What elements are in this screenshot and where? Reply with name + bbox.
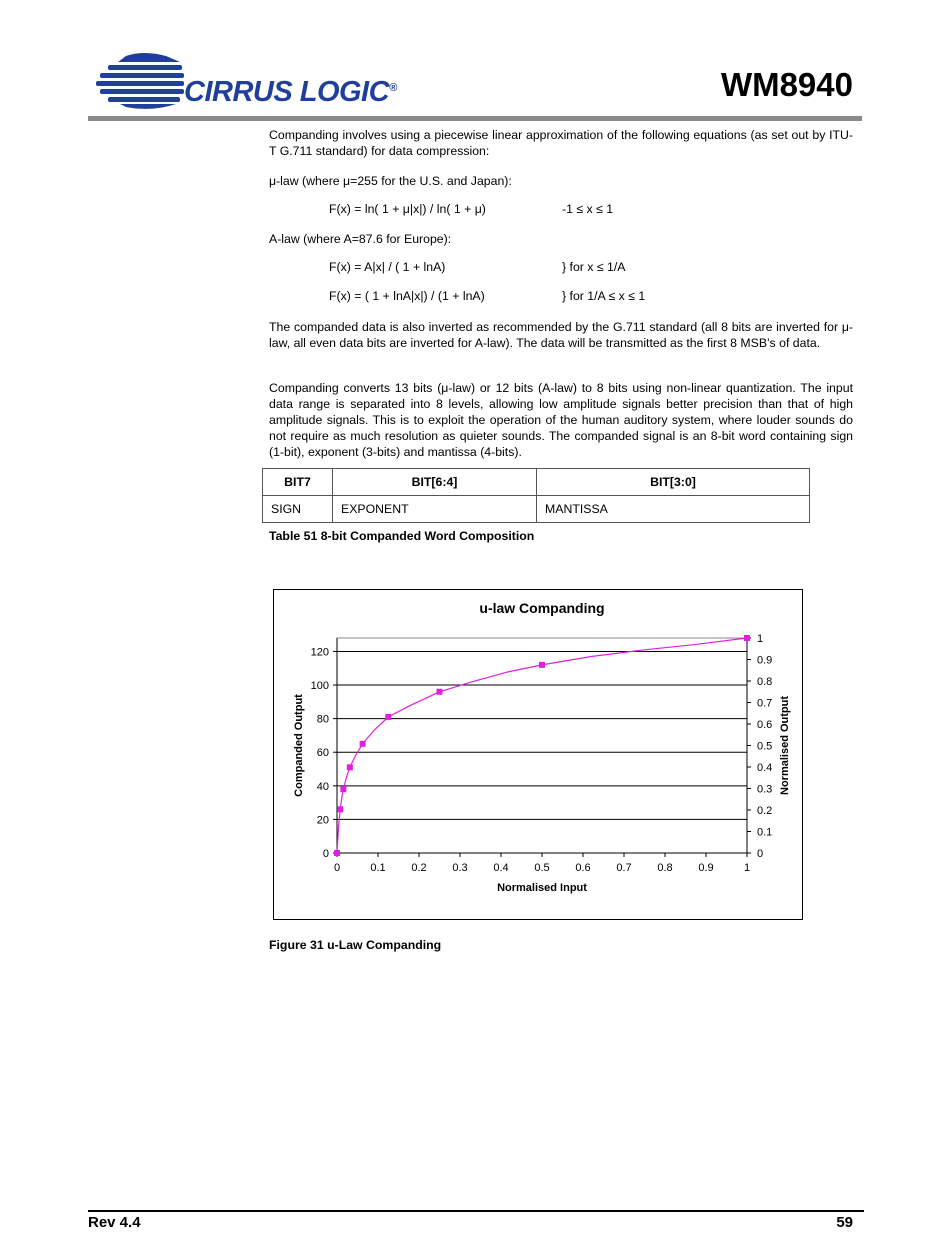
table-header-cell: BIT7 xyxy=(263,469,333,496)
x-tick-label: 0 xyxy=(333,862,341,874)
y-tick-label: 40 xyxy=(316,780,329,793)
alaw-range-2: } for 1/A ≤ x ≤ 1 xyxy=(562,289,646,303)
y-tick-label: 80 xyxy=(316,713,329,726)
y2-tick-label: 1 xyxy=(757,633,764,645)
table-header-cell: BIT[3:0] xyxy=(537,469,810,496)
part-number: WM8940 xyxy=(720,66,853,103)
x-tick-label: 0.7 xyxy=(616,862,632,874)
data-point xyxy=(437,689,443,695)
y-axis-label: Companded Output xyxy=(293,694,305,797)
y2-axis-label: Normalised Output xyxy=(779,695,791,796)
x-tick-label: 0.8 xyxy=(657,862,673,874)
x-tick-label: 0.5 xyxy=(534,862,550,874)
y-tick-label: 120 xyxy=(310,646,329,659)
figure-caption: Figure 31 u-Law Companding xyxy=(269,938,442,952)
header-divider xyxy=(88,116,862,121)
x-tick-label: 0.9 xyxy=(698,862,714,874)
footer-divider xyxy=(88,1210,864,1212)
revision-label: Rev 4.4 xyxy=(88,1214,141,1231)
x-tick-label: 1 xyxy=(743,862,751,874)
y2-tick-label: 0.1 xyxy=(757,826,773,839)
mulaw-range: -1 ≤ x ≤ 1 xyxy=(562,202,614,216)
table-cell: SIGN xyxy=(263,496,333,523)
alaw-equation-1: F(x) = A|x| / ( 1 + lnA) xyxy=(329,260,446,274)
y-tick-label: 20 xyxy=(316,814,329,827)
data-point xyxy=(334,850,340,856)
ulaw-chart xyxy=(274,590,802,919)
alaw-range-1: } for x ≤ 1/A xyxy=(562,260,626,274)
inverted-paragraph: The companded data is also inverted as recommended by the G.711 standard (all 8 bits are inverted for μ-law, all even data bits are inverted for A-law). The data will be transmitted as the first 8 MSB’s of data. xyxy=(269,320,853,350)
y2-tick-label: 0.3 xyxy=(757,783,773,796)
chart-frame xyxy=(273,589,803,920)
mulaw-equation: F(x) = ln( 1 + μ|x|) / ln( 1 + μ) xyxy=(329,202,486,216)
y-tick-label: 0 xyxy=(322,848,329,860)
y2-tick-label: 0 xyxy=(757,848,764,860)
y2-tick-label: 0.2 xyxy=(757,805,773,817)
chart-title: u-law Companding xyxy=(479,600,605,616)
logo-wordmark: CIRRUS LOGIC® xyxy=(184,76,397,108)
companded-word-table xyxy=(262,468,810,523)
x-tick-label: 0.1 xyxy=(370,862,386,874)
table-header-cell: BIT[6:4] xyxy=(333,469,537,496)
y2-tick-label: 0.9 xyxy=(757,654,773,667)
alaw-equation-2: F(x) = ( 1 + lnA|x|) / (1 + lnA) xyxy=(329,289,485,303)
data-point xyxy=(360,741,366,747)
page-number: 59 xyxy=(836,1214,853,1231)
table-cell: MANTISSA xyxy=(537,496,810,523)
data-point xyxy=(744,635,750,641)
x-tick-label: 0.3 xyxy=(452,862,468,874)
intro-paragraph: Companding involves using a piecewise linear approximation of the following equations (as set out by ITU-T G.711 standard) for data compression: xyxy=(269,128,853,158)
y-tick-label: 100 xyxy=(310,680,329,693)
data-point xyxy=(337,806,343,812)
table-cell: EXPONENT xyxy=(333,496,537,523)
converts-paragraph: Companding converts 13 bits (μ-law) or 12 bits (A-law) to 8 bits using non-linear quantization. The input data range is separated into 8 levels, allowing low amplitude signals better precision than that of high amplitude signals. This is to exploit the operation of the human auditory system, where louder sounds do not require as much resolution as quieter sounds. The companded signal is an 8-bit word containing sign (1-bit), exponent (3-bits) and mantissa (4-bits). xyxy=(269,381,853,459)
y2-tick-label: 0.7 xyxy=(757,697,773,710)
data-point xyxy=(539,662,545,668)
x-tick-label: 0.2 xyxy=(411,862,427,874)
x-tick-label: 0.6 xyxy=(575,862,591,874)
plot-area xyxy=(337,638,747,853)
y2-tick-label: 0.5 xyxy=(757,740,773,753)
table-header-row xyxy=(263,469,810,496)
alaw-heading: A-law (where A=87.6 for Europe): xyxy=(269,232,452,246)
y2-tick-label: 0.6 xyxy=(757,719,773,731)
x-axis-label: Normalised Input xyxy=(497,882,587,894)
y2-tick-label: 0.8 xyxy=(757,676,773,688)
table-row xyxy=(263,496,810,523)
series-line xyxy=(337,638,747,853)
mulaw-heading: μ-law (where μ=255 for the U.S. and Japan): xyxy=(269,174,512,188)
data-point xyxy=(347,764,353,770)
data-point xyxy=(340,786,346,792)
x-tick-label: 0.4 xyxy=(493,862,509,874)
data-point xyxy=(385,714,391,720)
table-caption: Table 51 8-bit Companded Word Composition xyxy=(269,529,535,543)
y-tick-label: 60 xyxy=(316,747,329,760)
y2-tick-label: 0.4 xyxy=(757,762,773,774)
